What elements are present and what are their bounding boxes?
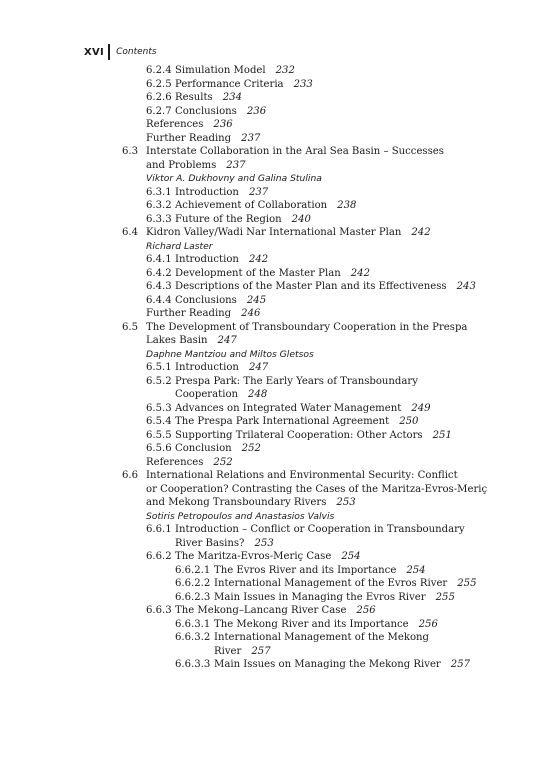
toc-entry xyxy=(0,294,544,308)
toc-entry xyxy=(0,591,544,605)
toc-entry-number: 6.6.2.1 xyxy=(175,564,211,576)
toc-entry-title: International Relations and Environmental Security: Conflict xyxy=(146,470,458,481)
toc-page-number: 252 xyxy=(241,443,261,454)
toc-page-number: 243 xyxy=(456,281,476,292)
toc-entry-title: Advances on Integrated Water Management xyxy=(175,402,402,414)
toc-entry-title: Conclusion xyxy=(175,443,232,454)
toc-entry-number: 6.4 xyxy=(122,227,139,238)
toc-entry-title: Simulation Model xyxy=(175,65,266,76)
toc-entry xyxy=(0,199,544,213)
toc-page-number: 250 xyxy=(399,416,419,427)
toc-entry-title: International Management of the Mekong xyxy=(214,632,430,643)
toc-page-number: 257 xyxy=(251,645,271,657)
toc-entry xyxy=(0,78,544,92)
page-number: XVI xyxy=(84,46,105,58)
toc-entry-number: 6.2.5 xyxy=(146,78,172,90)
toc-entry-number: 6.6.2.2 xyxy=(175,578,211,589)
toc-entry-title: Main Issues in Managing the Evros River xyxy=(214,591,426,603)
toc-entry-title: Conclusions xyxy=(175,105,237,117)
toc-entry-title: Further Reading xyxy=(146,132,232,144)
toc-entry xyxy=(0,361,544,375)
toc-entry-number: 6.5.3 xyxy=(146,402,172,414)
toc-page-number: 253 xyxy=(254,537,274,549)
toc-entry xyxy=(0,577,544,591)
running-title: Contents xyxy=(116,47,157,57)
toc-entry xyxy=(0,334,544,348)
toc-entry-number: 6.6.2.3 xyxy=(175,591,211,603)
table-of-contents xyxy=(0,64,544,672)
toc-entry xyxy=(0,429,544,443)
toc-entry-title: Future of the Region xyxy=(175,213,282,225)
toc-entry-title: The Prespa Park International Agreement xyxy=(175,416,390,427)
toc-author: Richard Laster xyxy=(146,240,213,252)
toc-page-number: 248 xyxy=(248,389,268,400)
toc-entry-number: 6.5.4 xyxy=(146,416,172,427)
toc-entry-title: The Mekong–Lancang River Case xyxy=(175,605,347,616)
toc-entry-number: 6.5.1 xyxy=(146,362,172,373)
toc-entry-title: Introduction xyxy=(175,186,239,198)
toc-entry-title: Achievement of Collaboration xyxy=(175,200,328,211)
toc-entry xyxy=(0,483,544,497)
toc-page-number: 247 xyxy=(248,362,269,373)
toc-page-number: 247 xyxy=(217,335,237,346)
toc-entry xyxy=(0,469,544,483)
toc-author-line xyxy=(0,240,544,254)
toc-entry xyxy=(0,658,544,672)
toc-entry-title: Kidron Valley/Wadi Nar International Master Plan xyxy=(146,227,402,238)
toc-page-number: 253 xyxy=(336,497,356,508)
toc-entry-number: 6.6 xyxy=(122,470,139,481)
toc-page-number: 242 xyxy=(350,267,370,279)
toc-entry xyxy=(0,631,544,645)
toc-entry xyxy=(0,280,544,294)
toc-entry-number: 6.3.2 xyxy=(146,200,172,211)
toc-author: Daphne Mantziou and Miltos Gletsos xyxy=(146,348,314,360)
toc-entry xyxy=(0,253,544,267)
toc-entry-number: 6.5.6 xyxy=(146,443,172,454)
toc-entry-title: Development of the Master Plan xyxy=(175,267,341,279)
toc-entry-title: Performance Criteria xyxy=(175,78,284,90)
toc-entry-number: 6.6.1 xyxy=(146,524,172,535)
toc-author-line xyxy=(0,348,544,362)
header-divider xyxy=(108,44,110,60)
toc-entry-title: Supporting Trilateral Cooperation: Other Actors xyxy=(175,429,423,441)
toc-author: Viktor A. Dukhovny and Galina Stulina xyxy=(146,173,322,184)
toc-entry xyxy=(0,402,544,416)
toc-entry xyxy=(0,537,544,551)
toc-entry xyxy=(0,64,544,78)
toc-entry-title: Introduction xyxy=(175,254,239,265)
toc-author-line xyxy=(0,172,544,186)
toc-page-number: 237 xyxy=(226,159,246,171)
toc-entry-number: 6.5 xyxy=(122,321,139,333)
toc-entry-number: 6.2.7 xyxy=(146,105,172,117)
toc-entry-title: The Evros River and its Importance xyxy=(214,564,397,576)
toc-author: Sotiris Petropoulos and Anastasios Valvis xyxy=(146,510,335,522)
toc-page-number: 257 xyxy=(450,659,471,670)
toc-entry xyxy=(0,523,544,537)
toc-entry-number: 6.4.4 xyxy=(146,294,172,306)
toc-page-number: 237 xyxy=(248,186,269,198)
toc-page-number: 240 xyxy=(291,213,311,225)
toc-entry-title: The Mekong River and its Importance xyxy=(214,618,409,630)
toc-entry-number: 6.5.2 xyxy=(146,375,172,387)
toc-entry-title: The Maritza-Evros-Meriç Case xyxy=(175,551,332,562)
toc-entry-title: Results xyxy=(175,92,213,103)
toc-entry xyxy=(0,618,544,632)
toc-entry-number: 6.2.4 xyxy=(146,65,172,76)
running-header xyxy=(84,43,157,61)
toc-entry-number: 6.3.1 xyxy=(146,186,172,198)
toc-entry-number: 6.6.3 xyxy=(146,605,172,616)
toc-entry-title: Conclusions xyxy=(175,294,237,306)
toc-entry xyxy=(0,307,544,321)
toc-entry-title: International Management of the Evros River xyxy=(214,578,448,589)
toc-page-number: 236 xyxy=(213,119,233,130)
toc-entry-title: or Cooperation? Contrasting the Cases of the Maritza-Evros-Meriç xyxy=(146,483,488,495)
toc-entry-number: 6.5.5 xyxy=(146,429,172,441)
toc-entry-title: Main Issues on Managing the Mekong River xyxy=(214,659,441,670)
toc-entry xyxy=(0,496,544,510)
toc-page-number: 246 xyxy=(241,308,261,319)
toc-entry xyxy=(0,159,544,173)
toc-entry-number: 6.6.2 xyxy=(146,551,172,562)
toc-page-number: 255 xyxy=(457,578,477,589)
toc-entry xyxy=(0,604,544,618)
toc-entry-number: 6.4.1 xyxy=(146,254,172,265)
toc-entry xyxy=(0,645,544,659)
toc-author-line xyxy=(0,510,544,524)
toc-entry xyxy=(0,132,544,146)
toc-entry-title: and Problems xyxy=(146,159,217,171)
toc-page-number: 256 xyxy=(356,605,376,616)
toc-entry xyxy=(0,145,544,159)
toc-entry xyxy=(0,321,544,335)
toc-entry-title: Cooperation xyxy=(175,389,239,400)
toc-entry xyxy=(0,388,544,402)
toc-entry-title: Lakes Basin xyxy=(146,335,208,346)
toc-entry-title: Descriptions of the Master Plan and its Effectiveness xyxy=(175,281,447,292)
toc-entry-title: Introduction xyxy=(175,362,239,373)
toc-page-number: 234 xyxy=(222,92,242,103)
toc-page-number: 256 xyxy=(418,618,438,630)
toc-entry-number: 6.6.3.2 xyxy=(175,632,211,643)
toc-entry xyxy=(0,118,544,132)
toc-entry-number: 6.6.3.3 xyxy=(175,659,211,670)
toc-page-number: 254 xyxy=(341,551,361,562)
toc-entry xyxy=(0,213,544,227)
toc-entry xyxy=(0,226,544,240)
toc-page-number: 249 xyxy=(411,402,431,414)
toc-page-number: 251 xyxy=(432,429,452,441)
toc-page-number: 245 xyxy=(246,294,267,306)
toc-entry-title: Prespa Park: The Early Years of Transboundary xyxy=(175,375,418,387)
toc-entry-title: The Development of Transboundary Cooperation in the Prespa xyxy=(146,321,468,333)
toc-entry xyxy=(0,91,544,105)
toc-entry-title: and Mekong Transboundary Rivers xyxy=(146,497,327,508)
toc-page-number: 232 xyxy=(275,65,295,76)
toc-entry xyxy=(0,267,544,281)
toc-page-number: 242 xyxy=(248,254,269,265)
toc-page-number: 238 xyxy=(337,200,357,211)
toc-entry xyxy=(0,442,544,456)
toc-entry xyxy=(0,564,544,578)
toc-entry xyxy=(0,375,544,389)
toc-entry-number: 6.2.6 xyxy=(146,92,172,103)
toc-entry xyxy=(0,456,544,470)
toc-entry xyxy=(0,550,544,564)
toc-entry-title: River xyxy=(214,645,242,657)
toc-page-number: 236 xyxy=(246,105,267,117)
toc-page-number: 254 xyxy=(406,564,426,576)
toc-entry-title: Further Reading xyxy=(146,308,232,319)
toc-entry-number: 6.6.3.1 xyxy=(175,618,211,630)
toc-entry-title: River Basins? xyxy=(175,537,245,549)
toc-entry xyxy=(0,105,544,119)
toc-entry-title: Introduction – Conflict or Cooperation in Transboundary xyxy=(175,524,465,535)
toc-entry-title: Interstate Collaboration in the Aral Sea Basin – Successes xyxy=(146,146,444,157)
toc-entry-number: 6.3.3 xyxy=(146,213,172,225)
toc-page-number: 255 xyxy=(435,591,455,603)
toc-page-number: 242 xyxy=(411,227,431,238)
toc-page-number: 237 xyxy=(241,132,261,144)
toc-entry-title: References xyxy=(146,456,204,468)
toc-page-number: 233 xyxy=(293,78,313,90)
toc-page-number: 252 xyxy=(213,456,233,468)
toc-entry-number: 6.3 xyxy=(122,146,139,157)
toc-entry-number: 6.4.2 xyxy=(146,267,172,279)
toc-entry xyxy=(0,415,544,429)
toc-entry-number: 6.4.3 xyxy=(146,281,172,292)
toc-entry-title: References xyxy=(146,119,204,130)
toc-entry xyxy=(0,186,544,200)
